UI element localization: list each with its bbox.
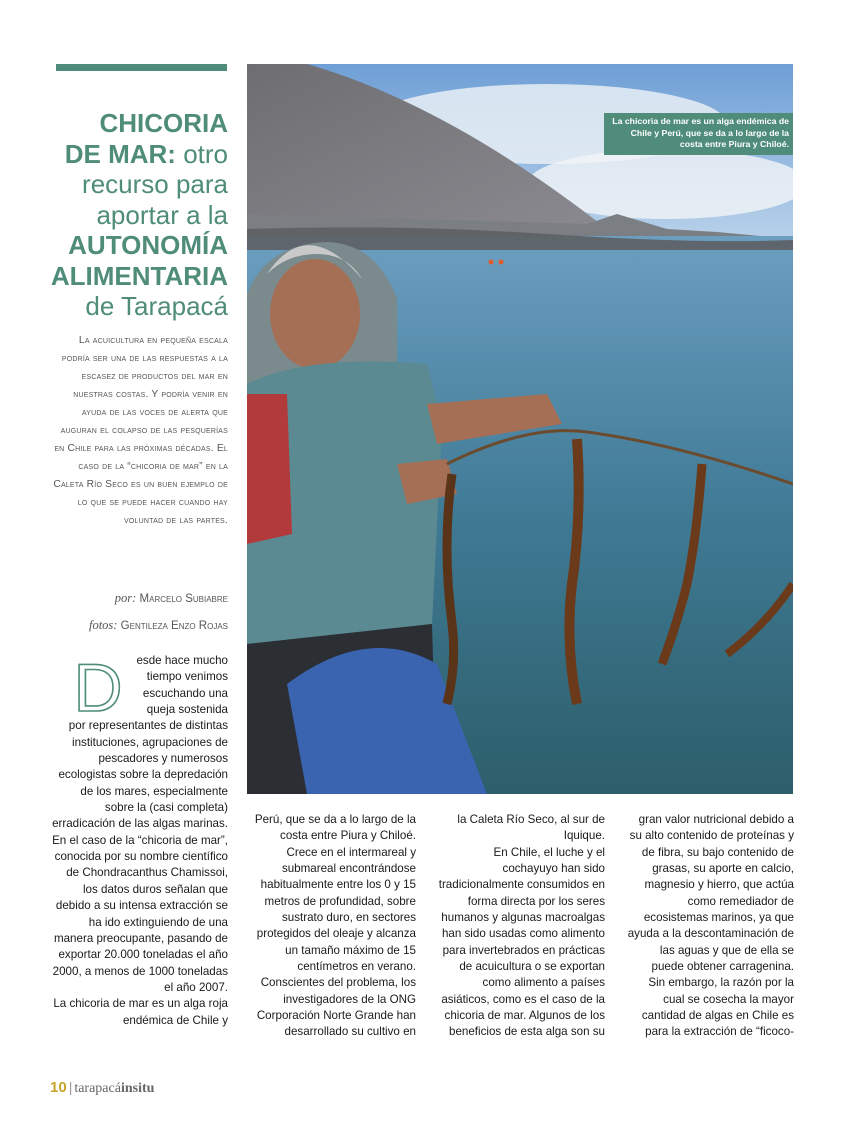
body-paragraph: En Chile, el luche y el cochayuyo han sido tradicionalmente consumidos en forma directa por los seres humanos y algunas macroalgas han sido usadas como alimento para invertebrados en prácticas de acuicultura o se exportan como alimento a países asiáticos, como es el caso de la chicoria de mar. Algunos de los beneficios de esta alga son su [438, 845, 605, 1039]
author-name: Marcelo Subiabre [139, 593, 228, 605]
article-photo [247, 64, 793, 794]
headline-line-6: ALIMENTARIA [50, 260, 228, 291]
body-column-4 [625, 812, 794, 1041]
author-byline [40, 591, 228, 606]
dropcap-letter [72, 655, 124, 715]
body-column-3 [436, 812, 605, 1041]
accent-bar [56, 64, 227, 71]
photo-caption: La chicoria de mar es un alga endémica de Chile y Perú, que se da a lo largo de la costa entre Piura y Chiloé. [604, 113, 793, 155]
photo-prefix: fotos: [88, 618, 118, 632]
photo-credit [40, 618, 228, 633]
body-column-2 [252, 812, 416, 1041]
body-paragraph: La chicoria de mar es un alga roja endémica de Chile y [53, 997, 228, 1027]
headline-line-5: AUTONOMÍA [68, 230, 228, 260]
dropcap-glyph: D [73, 655, 123, 715]
headline-line-1: CHICORIA [99, 108, 228, 138]
body-paragraph: esde hace mucho tiempo venimos escuchando una queja sostenida por representantes de distintas instituciones, agrupaciones de pescadores y numerosos ecologistas sobre la depredación de los mares, especialmente sobre la (casi completa) erradicación de las algas marinas. En el caso de la “chicoria de mar”, conocida por su nombre científico de Chondracanthus Chamissoi, los datos duros señalan que debido a su intensa extracción se ha ido extinguiendo de una manera preocupante, pasando de exportar 20.000 toneladas el año 2000, a menos de 1000 toneladas el año 2007. [52, 654, 228, 994]
headline-line-7: de Tarapacá [85, 291, 228, 321]
body-paragraph: Conscientes del problema, los investigadores de la ONG Corporación Norte Grande han desarrollado su cultivo en [256, 976, 416, 1039]
body-paragraph: Crece en el intermareal y submareal encontrándose habitualmente entre los 0 y 15 metros de profundidad, sobre sustrato duro, en sectores protegidos del oleaje y alcanza un tamaño máximo de 15 centímetros en verano. [256, 845, 416, 974]
headline-line-2-bold: DE MAR: [64, 138, 176, 169]
headline-line-2-rest: otro [175, 138, 228, 169]
page-number: 10 [50, 1079, 67, 1096]
author-prefix: por: [114, 591, 137, 605]
headline-line-3: recurso para [82, 169, 228, 199]
body-paragraph: gran valor nutricional debido a su alto contenido de proteínas y de fibra, su bajo contenido de grasas, su aporte en calcio, magnesio y hierro, que actúa como remediador de ecosistemas marinos, ya que ayuda a la descontaminación de las aguas y que de ella se puede obtener carragenina. [627, 813, 794, 974]
brand-part-a: tarapacá [74, 1081, 121, 1096]
footer-separator: | [68, 1079, 73, 1095]
article-lede: La acuicultura en pequeña escala podría ser una de las respuestas a la escasez de productos del mar en nuestras costas. Y podría venir en ayuda de las voces de alerta que auguran el colapso de las pesquerías en Chile para las próximas décadas. El caso de la “chicoria de mar” en la Caleta Río Seco es un buen ejemplo de lo que se puede hacer cuando hay voluntad de las partes. [53, 335, 228, 526]
article-headline [40, 108, 228, 322]
body-paragraph: la Caleta Río Seco, al sur de Iquique. [457, 813, 605, 843]
magazine-brand [74, 1081, 154, 1096]
headline-line-4: aportar a la [96, 199, 228, 230]
body-paragraph: Perú, que se da a lo largo de la costa entre Piura y Chiloé. [254, 813, 416, 843]
brand-part-b: insitu [120, 1081, 155, 1096]
body-column-1 [52, 653, 228, 1029]
photo-credit-name: Gentileza Enzo Rojas [120, 620, 228, 632]
body-paragraph: Sin embargo, la razón por la cual se cosecha la mayor cantidad de algas en Chile es para la extracción de “ficoco- [641, 976, 794, 1039]
page-footer [50, 1079, 154, 1097]
